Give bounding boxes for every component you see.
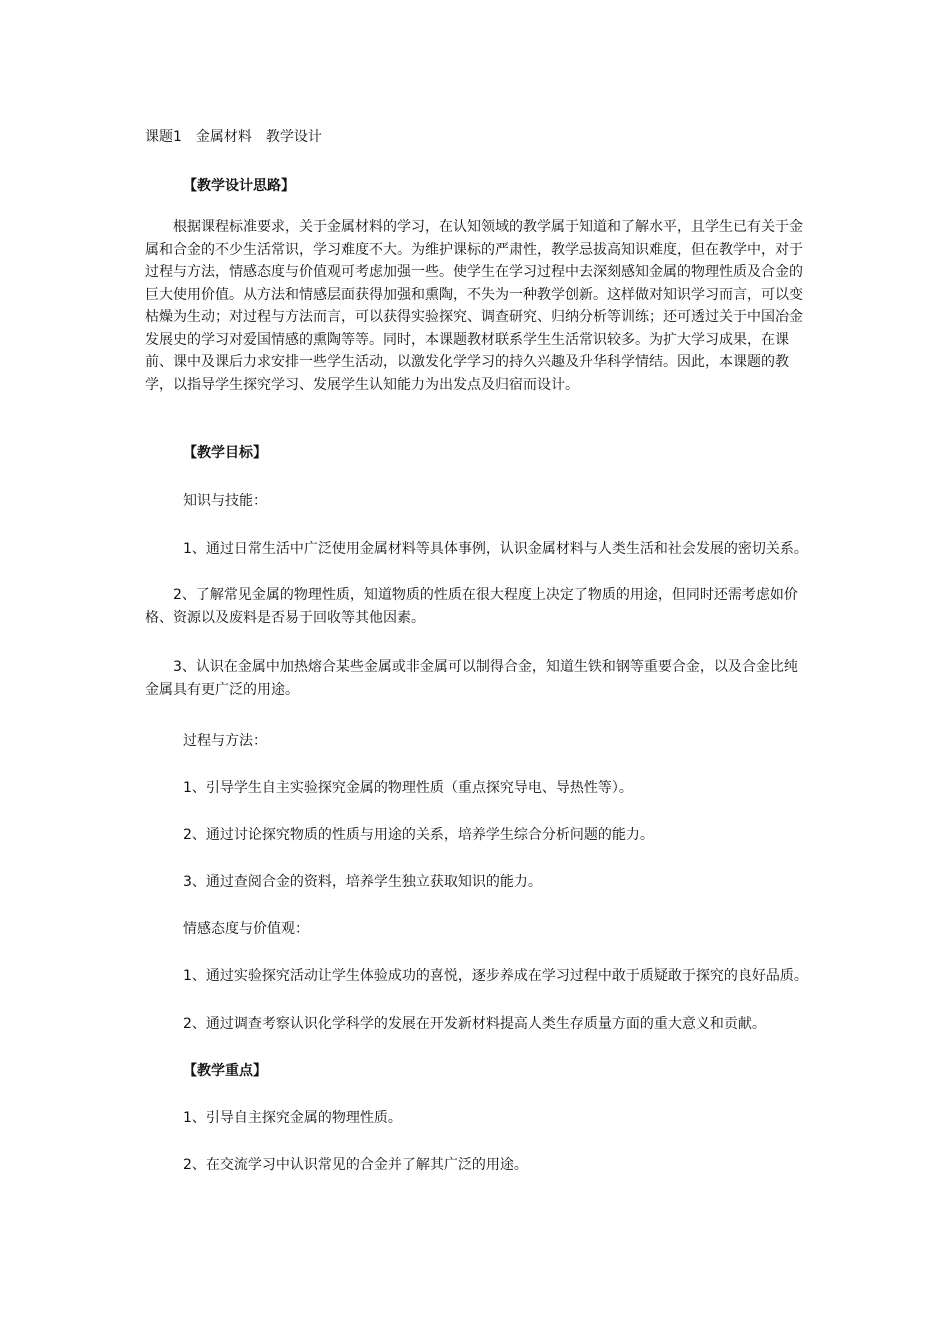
section-heading-design: 【教学设计思路】	[183, 178, 295, 194]
process-item-2: 2、通过讨论探究物质的性质与用途的关系，培养学生综合分析问题的能力。	[183, 827, 654, 843]
keypoint-item-1: 1、引导自主探究金属的物理性质。	[183, 1110, 402, 1126]
emotion-label: 情感态度与价值观：	[183, 921, 309, 937]
process-item-1: 1、引导学生自主实验探究金属的物理性质（重点探究导电、导热性等）。	[183, 780, 633, 796]
emotion-item-2: 2、通过调查考察认识化学科学的发展在开发新材料提高人类生存质量方面的重大意义和贡献。	[183, 1016, 766, 1032]
knowledge-item-1: 1、通过日常生活中广泛使用金属材料等具体事例，认识金属材料与人类生活和社会发展的密切关系。	[183, 541, 808, 557]
document-title: 课题1 金属材料 教学设计	[145, 129, 322, 145]
section-heading-keypoints: 【教学重点】	[183, 1063, 267, 1079]
knowledge-label: 知识与技能：	[183, 493, 267, 509]
knowledge-item-2: 2、了解常见金属的物理性质，知道物质的性质在很大程度上决定了物质的用途，但同时还需考虑如价格、资源以及废料是否易于回收等其他因素。	[145, 587, 798, 626]
process-label: 过程与方法：	[183, 733, 267, 749]
design-paragraph: 根据课程标准要求，关于金属材料的学习，在认知领域的教学属于知道和了解水平，且学生已有关于金属和合金的不少生活常识，学习难度不大。为维护课标的严肃性，教学忌拔高知识难度，但在教学中，对于过程与方法，情感态度与价值观可考虑加强一些。使学生在学习过程中去深刻感知金属的物理性质及合金的巨大使用价值。从方法和情感层面获得加强和熏陶，不失为一种教学创新。这样做对知识学习而言，可以变枯燥为生动；对过程与方法而言，可以获得实验探究、调查研究、归纳分析等训练；还可透过关于中国冶金发展史的学习对爱国情感的熏陶等等。同时，本课题教材联系学生生活常识较多。为扩大学习成果，在课前、课中及课后力求安排一些学生活动，以激发化学学习的持久兴趣及升华科学情结。因此，本课题的教学，以指导学生探究学习、发展学生认知能力为出发点及归宿而设计。	[145, 219, 803, 393]
keypoint-item-2: 2、在交流学习中认识常见的合金并了解其广泛的用途。	[183, 1157, 528, 1173]
emotion-item-1: 1、通过实验探究活动让学生体验成功的喜悦，逐步养成在学习过程中敢于质疑敢于探究的良好品质。	[183, 968, 808, 984]
knowledge-item-3: 3、认识在金属中加热熔合某些金属或非金属可以制得合金，知道生铁和钢等重要合金，以及合金比纯金属具有更广泛的用途。	[145, 659, 798, 698]
section-heading-goals: 【教学目标】	[183, 445, 267, 461]
process-item-3: 3、通过查阅合金的资料，培养学生独立获取知识的能力。	[183, 874, 542, 890]
